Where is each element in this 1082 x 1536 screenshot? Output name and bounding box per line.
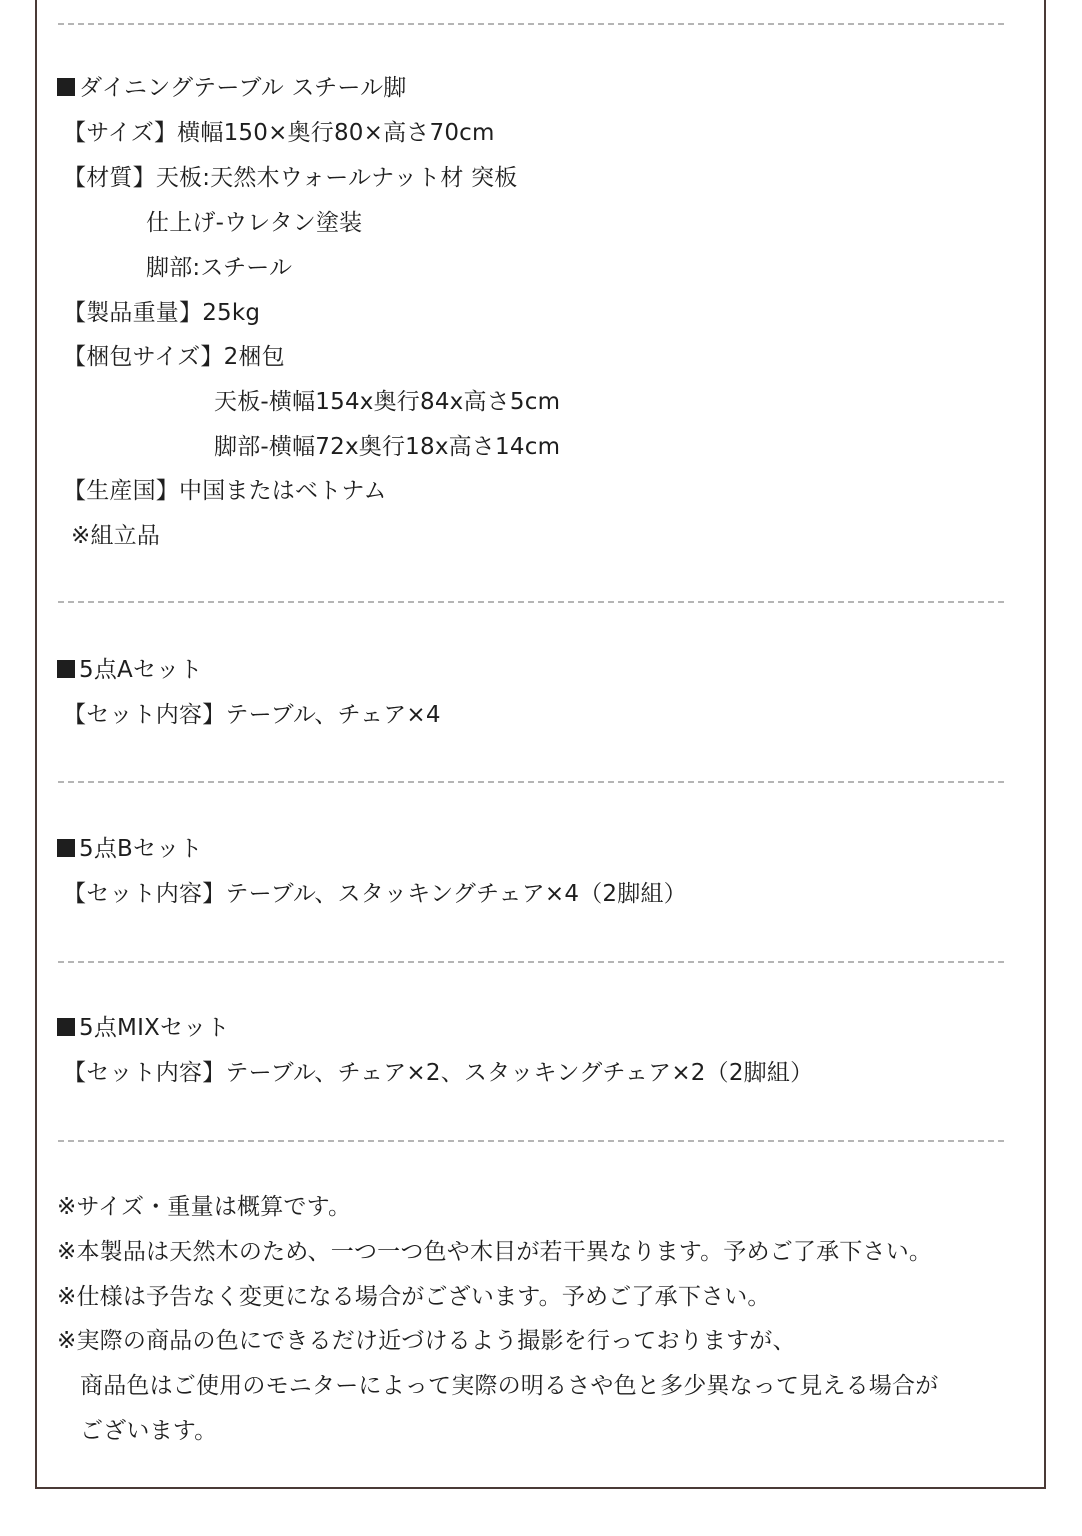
square-bullet-icon	[57, 1018, 75, 1036]
spec-row-weight	[63, 298, 260, 328]
spec-value: 天板:天然木ウォールナット材 突板	[155, 165, 518, 191]
spec-value: テーブル、チェア×4	[225, 702, 441, 728]
spec-value: 2梱包	[223, 344, 285, 370]
spec-value: テーブル、チェア×2、スタッキングチェア×2（2脚組）	[225, 1060, 814, 1086]
divider	[58, 23, 1004, 25]
note-line: ※サイズ・重量は概算です。	[57, 1194, 352, 1220]
square-bullet-icon	[57, 78, 75, 96]
set-mix-content	[63, 1058, 813, 1088]
spec-value: テーブル、スタッキングチェア×4（2脚組）	[225, 881, 687, 907]
note-line: ※本製品は天然木のため、一つ一つ色や木目が若干異なります。予めご了承下さい。	[57, 1239, 933, 1265]
section-heading-set-mix	[57, 1013, 230, 1043]
spec-value: 25kg	[202, 300, 261, 326]
set-b-content	[63, 879, 687, 909]
note-text: ※組立品	[71, 523, 161, 549]
note-line: ※仕様は予告なく変更になる場合がございます。予めご了承下さい。	[57, 1284, 771, 1310]
spec-value: 脚部:スチール	[146, 255, 293, 281]
section-heading-set-b	[57, 834, 203, 864]
square-bullet-icon	[57, 660, 75, 678]
spec-row-package-leg	[214, 432, 560, 462]
section-heading-set-a	[57, 655, 203, 685]
spec-value: 脚部-横幅72x奥行18x高さ14cm	[214, 434, 561, 460]
note-line: ございます。	[80, 1418, 218, 1444]
spec-label: 【梱包サイズ】	[63, 344, 224, 370]
spec-label: 【材質】	[63, 165, 156, 191]
spec-row-material-finish	[146, 208, 362, 238]
spec-row-material-leg	[146, 253, 292, 283]
set-a-content	[63, 700, 441, 730]
heading-text: 5点MIXセット	[79, 1015, 230, 1041]
spec-label: 【セット内容】	[63, 1060, 226, 1086]
divider	[58, 601, 1004, 603]
spec-label: 【生産国】	[63, 478, 179, 504]
note-line: 商品色はご使用のモニターによって実際の明るさや色と多少異なって見える場合が	[80, 1373, 939, 1399]
heading-text: ダイニングテーブル スチール脚	[79, 75, 407, 101]
spec-row-material	[63, 163, 517, 193]
spec-value: 天板-横幅154x奥行84x高さ5cm	[214, 389, 561, 415]
section-heading-table	[57, 73, 406, 103]
spec-row-package	[63, 342, 285, 372]
spec-label: 【セット内容】	[63, 881, 226, 907]
divider	[58, 961, 1004, 963]
divider	[58, 1140, 1004, 1142]
note-line: ※実際の商品の色にできるだけ近づけるよう撮影を行っておりますが、	[57, 1328, 796, 1354]
spec-value: 横幅150×奥行80×高さ70cm	[177, 120, 495, 146]
spec-label: 【セット内容】	[63, 702, 226, 728]
spec-label: 【製品重量】	[63, 300, 203, 326]
assembly-note	[71, 521, 160, 551]
spec-row-size	[63, 118, 495, 148]
spec-row-package-top	[214, 387, 560, 417]
spec-value: 中国またはベトナム	[179, 478, 387, 504]
divider	[58, 781, 1004, 783]
spec-label: 【サイズ】	[63, 120, 178, 146]
heading-text: 5点Bセット	[79, 836, 203, 862]
heading-text: 5点Aセット	[79, 657, 203, 683]
square-bullet-icon	[57, 839, 75, 857]
spec-value: 仕上げ-ウレタン塗装	[146, 210, 363, 236]
spec-row-origin	[63, 476, 387, 506]
